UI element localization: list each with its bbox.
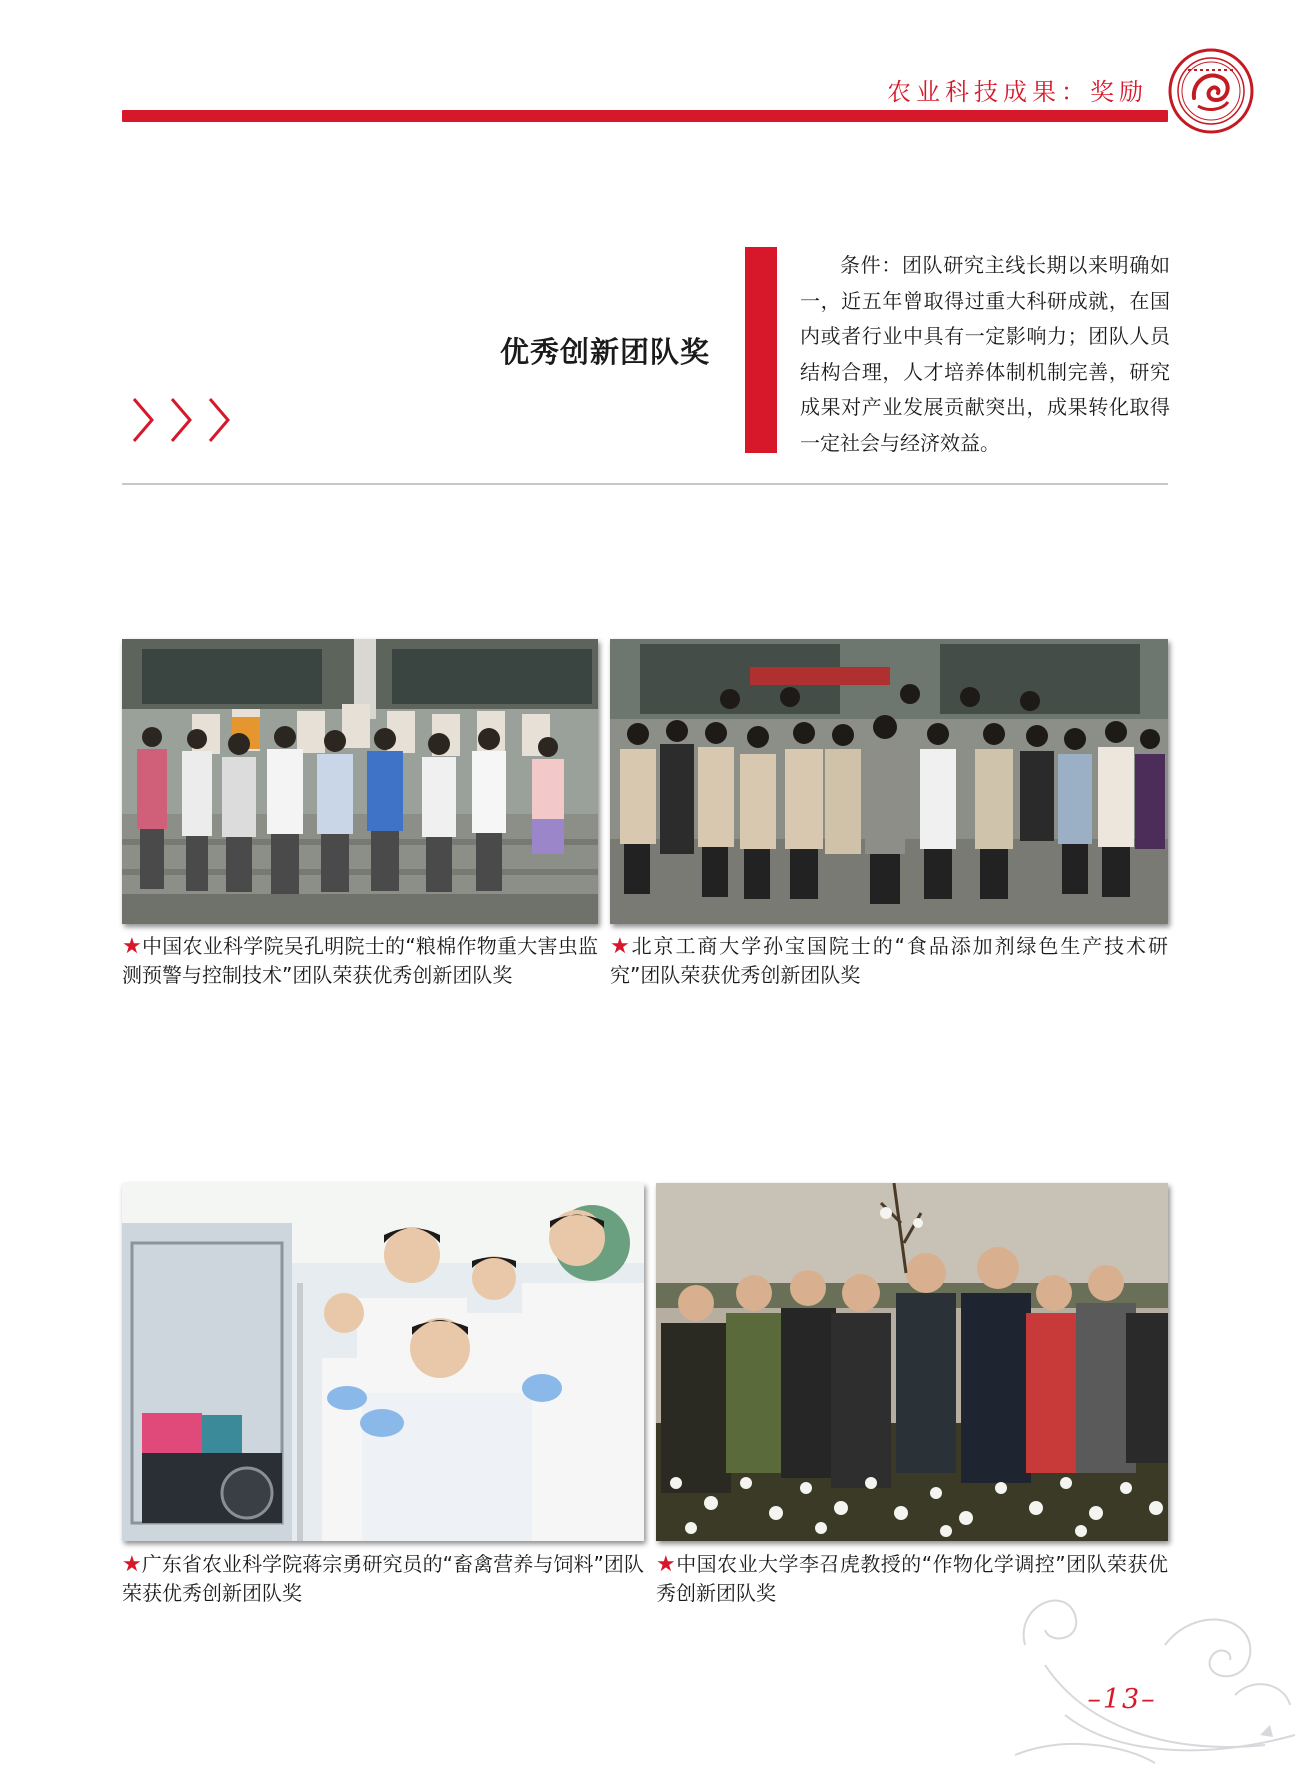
- caption-text: 中国农业科学院吴孔明院士的“粮棉作物重大害虫监测预警与控制技术”团队荣获优秀创新团队奖: [122, 934, 598, 987]
- photo-team-jiang-zongyong: [122, 1183, 644, 1541]
- section-title: 优秀创新团队奖: [499, 335, 710, 369]
- caption-text: 中国农业大学李召虎教授的“作物化学调控”团队荣获优秀创新团队奖: [656, 1552, 1168, 1605]
- star-icon: ★: [122, 1552, 142, 1577]
- award-conditions: 条件：团队研究主线长期以来明确如一，近五年曾取得过重大科研成就，在国内或者行业中具有一定影响力；团队人员结构合理，人才培养体制机制完善，研究成果对产业发展贡献突出，成果转化取得一定社会与经济效益。: [800, 253, 1170, 455]
- star-icon: ★: [656, 1552, 677, 1577]
- star-icon: ★: [610, 934, 632, 959]
- caption-text: 北京工商大学孙宝国院士的“食品添加剂绿色生产技术研究”团队荣获优秀创新团队奖: [610, 934, 1168, 987]
- logo-emblem: [1168, 48, 1254, 134]
- header-title: 农业科技成果：奖励: [887, 78, 1148, 106]
- star-icon: ★: [122, 934, 142, 959]
- chevrons-icon: [130, 395, 240, 445]
- swirl-ornament: [1005, 1585, 1300, 1765]
- photo-team-sun-baoguo: [610, 639, 1168, 924]
- photo-caption: [122, 932, 598, 989]
- photo-caption: [122, 1550, 644, 1607]
- page-number: –13–: [1087, 1684, 1157, 1715]
- photo-team-wu-kongming: [122, 639, 598, 924]
- header-rule: [122, 110, 1168, 122]
- photo-caption: [610, 932, 1168, 989]
- section-divider: [122, 483, 1168, 485]
- photo-team-li-zhaohu: [656, 1183, 1168, 1541]
- caption-text: 广东省农业科学院蒋宗勇研究员的“畜禽营养与饲料”团队荣获优秀创新团队奖: [122, 1552, 644, 1605]
- accent-bar: [745, 247, 777, 453]
